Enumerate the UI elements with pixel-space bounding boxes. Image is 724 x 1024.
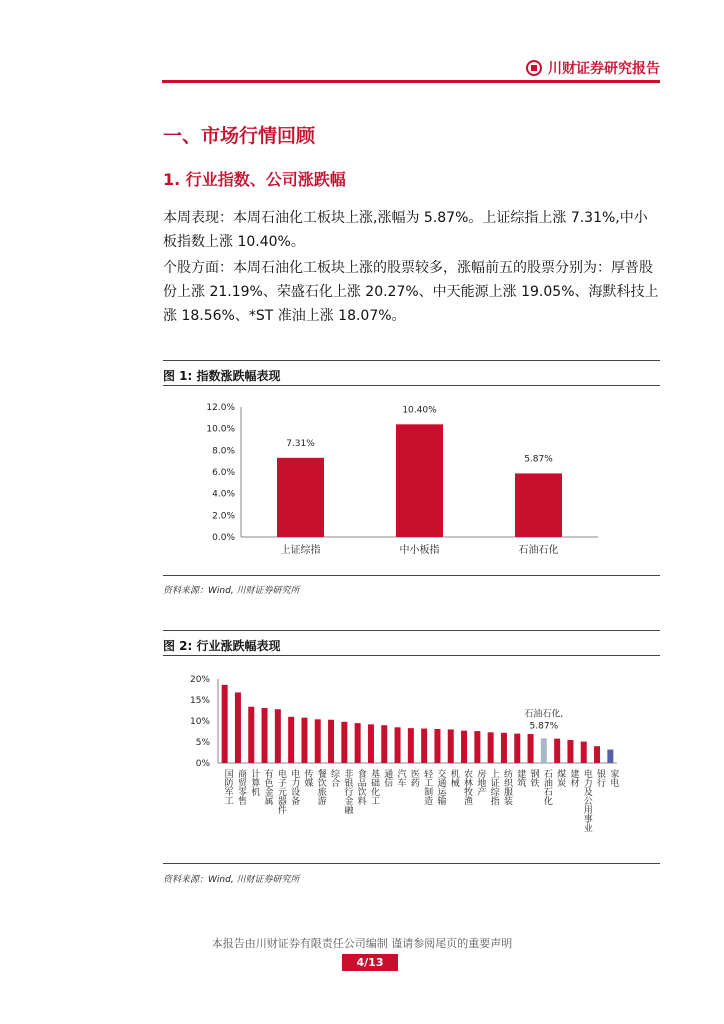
figure1-title-rule bbox=[163, 385, 660, 386]
figure1-source: 资料来源：Wind, 川财证券研究所 bbox=[163, 586, 300, 596]
bar-29 bbox=[594, 746, 600, 763]
x-tick-label: 传媒 bbox=[302, 769, 313, 787]
section-title: 一、市场行情回顾 bbox=[163, 125, 316, 147]
data-label: 10.40% bbox=[402, 405, 437, 416]
annotation-value: 5.87% bbox=[529, 721, 559, 732]
x-tick-label: 轻工制造 bbox=[422, 769, 433, 805]
report-header bbox=[526, 58, 660, 78]
bar-8 bbox=[315, 719, 321, 763]
bar-4 bbox=[262, 708, 268, 763]
bar-5 bbox=[275, 709, 281, 763]
bar-12 bbox=[368, 724, 374, 763]
bar-16 bbox=[421, 729, 427, 763]
bar-21 bbox=[488, 732, 494, 763]
x-tick-label: 电力设备 bbox=[289, 769, 300, 805]
industry-change-chart bbox=[163, 665, 660, 860]
x-tick-label: 汽车 bbox=[395, 769, 406, 787]
data-label: 7.31% bbox=[286, 438, 315, 449]
x-tick-label: 通信 bbox=[382, 769, 393, 787]
bar-2 bbox=[235, 692, 241, 763]
figure1-bottom-rule bbox=[163, 575, 660, 576]
page-number: 4/13 bbox=[342, 954, 398, 971]
x-tick-label: 计算机 bbox=[249, 769, 260, 796]
data-label: 5.87% bbox=[524, 454, 553, 465]
company-logo-icon bbox=[526, 60, 542, 76]
x-tick-label: 电力及公用事业 bbox=[581, 769, 592, 832]
x-tick-label: 国防军工 bbox=[222, 769, 233, 805]
brand-name: 川财证券研究报告 bbox=[548, 61, 660, 77]
x-tick-label: 餐饮旅游 bbox=[315, 769, 326, 805]
bar-30 bbox=[607, 750, 613, 763]
bar-3 bbox=[248, 707, 254, 763]
bar-14 bbox=[395, 727, 401, 763]
bar-27 bbox=[567, 740, 573, 763]
x-tick-label: 中小板指 bbox=[399, 545, 440, 556]
bar-1 bbox=[277, 458, 324, 537]
x-tick-label: 房地产 bbox=[475, 769, 486, 796]
figure2-title-rule bbox=[163, 655, 660, 656]
bar-18 bbox=[448, 729, 454, 763]
x-tick-label: 银行 bbox=[595, 769, 606, 787]
x-tick-label: 家电 bbox=[608, 769, 619, 787]
x-tick-label: 建材 bbox=[568, 769, 579, 787]
x-tick-label: 农林牧渔 bbox=[462, 769, 473, 805]
y-tick-label: 5% bbox=[195, 738, 210, 748]
figure2-title: 图 2: 行业涨跌幅表现 bbox=[163, 639, 281, 653]
bar-10 bbox=[341, 722, 347, 763]
footer-statement: 本报告由川财证券有限责任公司编制 谨请参阅尾页的重要声明 bbox=[211, 937, 513, 950]
x-tick-label: 建筑 bbox=[515, 769, 526, 787]
bar-15 bbox=[408, 728, 414, 763]
y-tick-label: 0.0% bbox=[212, 533, 235, 543]
bar-9 bbox=[328, 720, 334, 763]
figure1-top-rule bbox=[163, 360, 660, 361]
figure2-source: 资料来源：Wind, 川财证券研究所 bbox=[163, 875, 300, 885]
x-tick-label: 煤炭 bbox=[555, 769, 566, 787]
figure2-bottom-rule bbox=[163, 863, 660, 864]
x-tick-label: 石油石化 bbox=[518, 545, 559, 556]
x-tick-label: 非银行金融 bbox=[342, 769, 353, 814]
bar-28 bbox=[581, 742, 587, 763]
bar-24 bbox=[528, 734, 534, 763]
y-tick-label: 20% bbox=[189, 675, 210, 685]
y-tick-label: 12.0% bbox=[206, 403, 235, 413]
bar-6 bbox=[288, 717, 294, 763]
x-tick-label: 电子元器件 bbox=[275, 769, 286, 814]
x-tick-label: 上证综指 bbox=[280, 545, 321, 556]
x-tick-label: 纺织服装 bbox=[501, 769, 512, 805]
y-tick-label: 10.0% bbox=[206, 424, 235, 435]
y-tick-label: 0% bbox=[195, 759, 210, 769]
figure1-title: 图 1: 指数涨跌幅表现 bbox=[163, 369, 281, 383]
x-tick-label: 交通运输 bbox=[435, 769, 446, 805]
bar-22 bbox=[501, 733, 507, 763]
x-tick-label: 食品饮料 bbox=[355, 769, 366, 805]
bar-2 bbox=[396, 424, 443, 537]
x-tick-label: 综合 bbox=[329, 769, 340, 787]
x-tick-label: 基础化工 bbox=[368, 769, 379, 805]
bar-25 bbox=[541, 738, 547, 763]
y-tick-label: 6.0% bbox=[212, 468, 235, 478]
x-tick-label: 商贸零售 bbox=[235, 769, 246, 805]
x-tick-label: 有色金属 bbox=[262, 769, 273, 805]
bar-23 bbox=[514, 734, 520, 763]
bar-26 bbox=[554, 739, 560, 763]
y-tick-label: 2.0% bbox=[212, 511, 235, 522]
bar-7 bbox=[301, 718, 307, 763]
annotation-label: 石油石化, bbox=[524, 709, 564, 720]
index-change-chart bbox=[163, 395, 660, 570]
y-tick-label: 10% bbox=[189, 717, 210, 727]
y-tick-label: 15% bbox=[189, 696, 210, 706]
bar-20 bbox=[474, 731, 480, 763]
x-tick-label: 医药 bbox=[408, 769, 419, 787]
paragraph-stocks: 个股方面：本周石油化工板块上涨的股票较多，涨幅前五的股票分别为：厚普股份上涨 21.19%、荣盛石化上涨 20.27%、中天能源上涨 19.05%、海默科技上涨 18.56%、*ST 准油上涨 18.07%。 bbox=[163, 260, 659, 324]
figure2-top-rule bbox=[163, 630, 660, 631]
header-rule bbox=[162, 80, 660, 83]
y-tick-label: 4.0% bbox=[212, 489, 235, 500]
bar-17 bbox=[434, 729, 440, 763]
x-tick-label: 上证综指 bbox=[488, 769, 499, 805]
x-tick-label: 钢铁 bbox=[528, 769, 539, 787]
bar-1 bbox=[222, 685, 228, 763]
x-tick-label: 石油石化 bbox=[541, 769, 552, 805]
bar-13 bbox=[381, 725, 387, 763]
x-tick-label: 机械 bbox=[448, 769, 459, 787]
subsection-title: 1. 行业指数、公司涨跌幅 bbox=[163, 170, 346, 189]
bar-19 bbox=[461, 731, 467, 763]
bar-11 bbox=[355, 723, 361, 763]
y-tick-label: 8.0% bbox=[212, 446, 235, 457]
paragraph-weekly-performance: 本周表现：本周石油化工板块上涨,涨幅为 5.87%。上证综指上涨 7.31%,中小板指数上涨 10.40%。 bbox=[163, 210, 648, 250]
bar-3 bbox=[515, 473, 562, 537]
